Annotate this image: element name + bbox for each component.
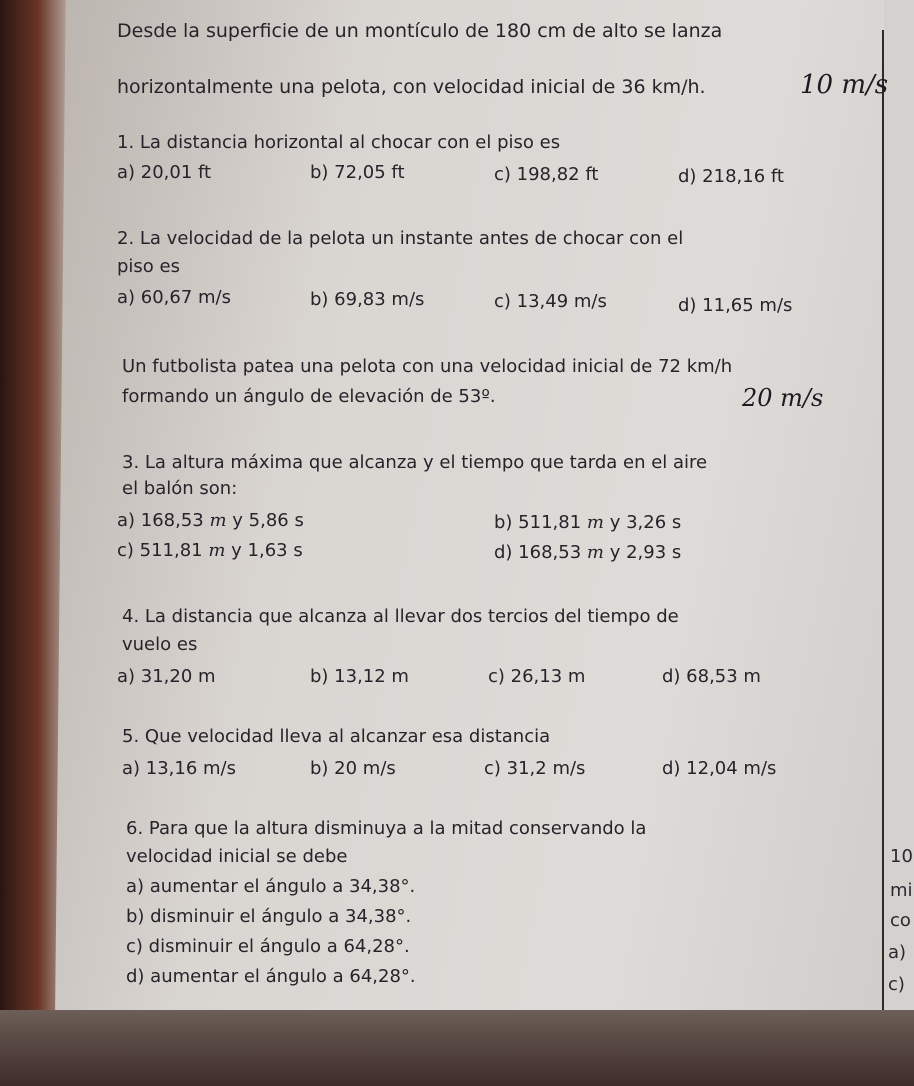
q1-option-a: a) 20,01 ft — [117, 162, 212, 183]
q2-line2: piso es — [117, 256, 180, 277]
q6-option-c: c) disminuir el ángulo a 64,28°. — [126, 936, 410, 957]
q3-option-c-value: c) 511,81 — [117, 540, 203, 561]
q4-line2: vuelo es — [122, 634, 198, 655]
edge-fragment-2: mi — [890, 880, 913, 901]
q3-option-c-unit: m — [208, 540, 226, 561]
q2-option-a: a) 60,67 m/s — [117, 287, 232, 308]
q6-option-b: b) disminuir el ángulo a 34,38°. — [126, 906, 412, 927]
handwritten-note-10ms: 10 m/s — [800, 70, 889, 100]
q6-line2: velocidad inicial se debe — [126, 846, 348, 867]
q3-option-c — [117, 540, 303, 562]
handwritten-note-20ms: 20 m/s — [742, 384, 824, 412]
q4-option-b: b) 13,12 m — [310, 666, 409, 687]
intro2-line2: formando un ángulo de elevación de 53º. — [122, 386, 496, 407]
q1-text: 1. La distancia horizontal al chocar con el piso es — [117, 132, 561, 153]
q3-option-d-time: y 2,93 s — [603, 542, 682, 563]
intro1-line2: horizontalmente una pelota, con velocidad inicial de 36 km/h. — [117, 76, 706, 98]
q3-option-a-unit: m — [209, 510, 227, 531]
q3-line2: el balón son: — [122, 478, 238, 499]
edge-fragment-4: a) — [888, 942, 907, 963]
q3-option-d-unit: m — [586, 542, 604, 563]
q3-option-c-time: y 1,63 s — [225, 540, 303, 561]
edge-fragment-3: co — [890, 910, 911, 931]
q4-line1: 4. La distancia que alcanza al llevar dos tercios del tiempo de — [122, 606, 679, 627]
edge-fragment-5: c) — [888, 974, 905, 995]
q5-option-c: c) 31,2 m/s — [484, 758, 586, 779]
intro1-line1: Desde la superficie de un montículo de 180 cm de alto se lanza — [117, 20, 723, 42]
q5-option-a: a) 13,16 m/s — [122, 758, 237, 779]
q1-option-d: d) 218,16 ft — [678, 166, 784, 187]
bottom-background — [0, 1010, 914, 1086]
edge-fragment-1: 10 — [890, 846, 913, 867]
q6-option-a: a) aumentar el ángulo a 34,38°. — [126, 876, 416, 897]
q2-option-d: d) 11,65 m/s — [678, 295, 793, 316]
q4-option-d: d) 68,53 m — [662, 666, 761, 687]
q3-option-b-value: b) 511,81 — [494, 512, 582, 533]
q3-line1: 3. La altura máxima que alcanza y el tiempo que tarda en el aire — [122, 452, 708, 473]
q3-option-b-time: y 3,26 s — [603, 512, 682, 533]
q5-text: 5. Que velocidad lleva al alcanzar esa distancia — [122, 726, 551, 747]
q6-line1: 6. Para que la altura disminuya a la mitad conservando la — [126, 818, 647, 839]
q2-line1: 2. La velocidad de la pelota un instante antes de chocar con el — [117, 228, 684, 249]
q3-option-b-unit: m — [586, 512, 604, 533]
q4-option-a: a) 31,20 m — [117, 666, 216, 687]
q5-option-d: d) 12,04 m/s — [662, 758, 777, 779]
intro2-line1: Un futbolista patea una pelota con una velocidad inicial de 72 km/h — [122, 356, 733, 377]
q2-option-c: c) 13,49 m/s — [494, 291, 607, 312]
q5-option-b: b) 20 m/s — [310, 758, 396, 779]
q6-option-d: d) aumentar el ángulo a 64,28°. — [126, 966, 416, 987]
q3-option-a-time: y 5,86 s — [226, 510, 304, 531]
q4-option-c: c) 26,13 m — [488, 666, 586, 687]
q3-option-d-value: d) 168,53 — [494, 542, 582, 563]
q3-option-b — [494, 512, 681, 534]
margin-line — [882, 30, 884, 1010]
q3-option-a-value: a) 168,53 — [117, 510, 204, 531]
q3-option-d — [494, 542, 681, 564]
q1-option-c: c) 198,82 ft — [494, 164, 599, 185]
q1-option-b: b) 72,05 ft — [310, 162, 405, 183]
q2-option-b: b) 69,83 m/s — [310, 289, 425, 310]
q3-option-a — [117, 510, 304, 532]
